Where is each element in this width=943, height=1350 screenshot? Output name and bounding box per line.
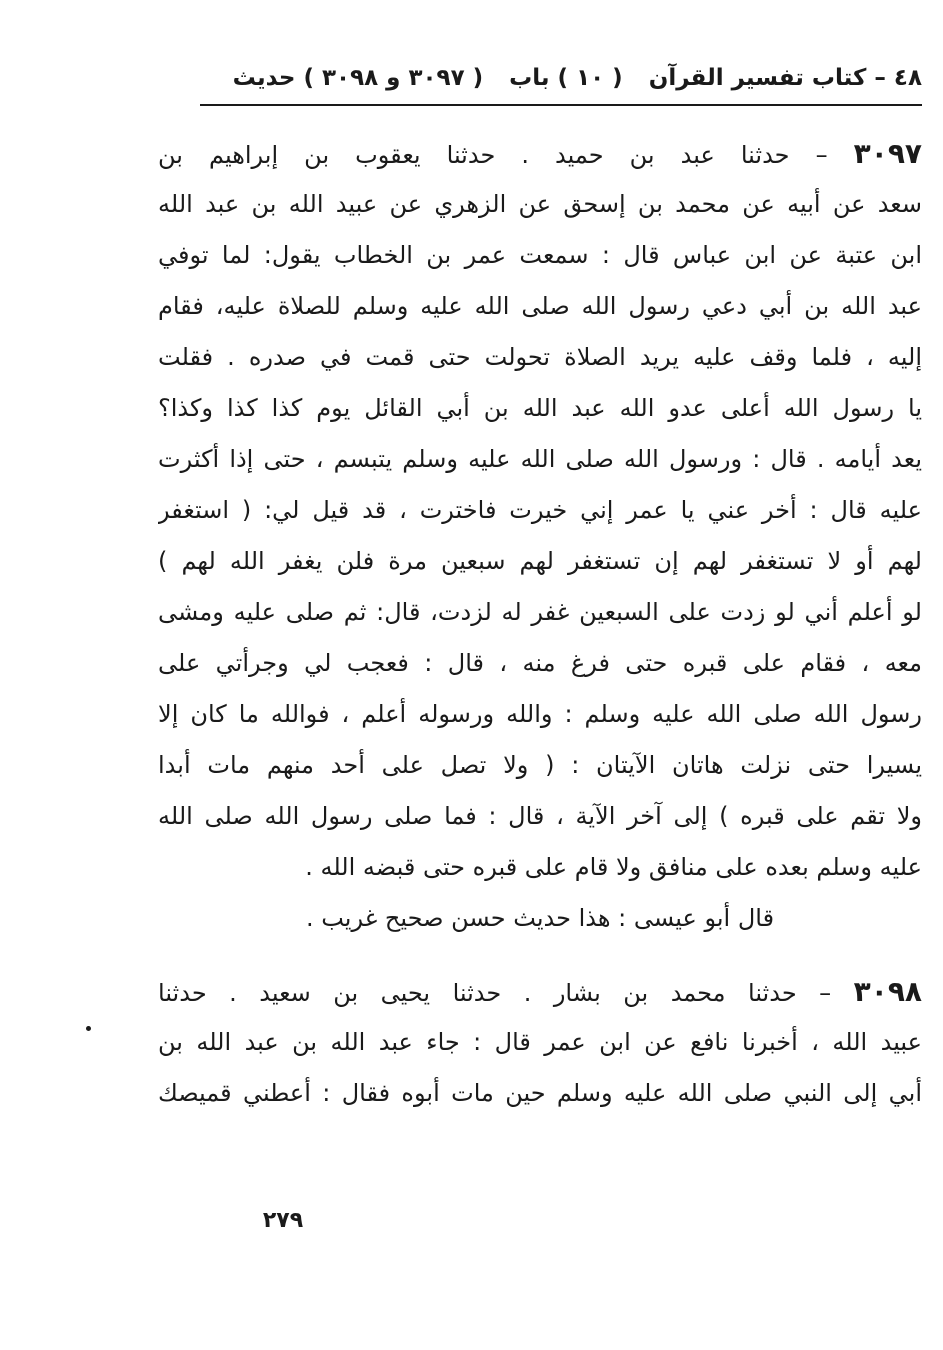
hadith-3097-line-9: لهم أو لا تستغفر لهم إن تستغفر لهم سبعين مرة فلن يغفر الله لهم ) [158, 547, 922, 575]
hadith-3097-line-10: لو أعلم أني لو زدت على السبعين غفر له لزدت، قال: ثم صلى عليه ومشى [158, 598, 922, 626]
hadith-3097-line-4: عبد الله بن أبي دعي رسول الله صلى الله عليه وسلم للصلاة عليه، فقام [158, 292, 922, 320]
hadith-3097-line-8: عليه قال : أخر عني يا عمر إني خيرت فاخترت ، قد قيل لي: ( استغفر [158, 496, 922, 524]
header-rule [200, 104, 922, 106]
hadith-3097-line-12: رسول الله صلى الله عليه وسلم : والله ورسوله أعلم ، فوالله ما كان إلا [158, 700, 922, 728]
hadith-3097-line-2: سعد عن أبيه عن محمد بن إسحق عن الزهري عن عبيد الله بن عبد الله [158, 190, 922, 218]
hadith-number: ٣٠٩٧ [853, 137, 922, 170]
hadith-3098-line-1: ٣٠٩٨ – حدثنا محمد بن بشار . حدثنا يحيى بن سعيد . حدثنا [158, 975, 922, 1008]
hadith-3097-line-13: يسيرا حتى نزلت هاتان الآيتان : ( ولا تصل على أحد منهم مات أبدا [158, 751, 922, 779]
hadith-3098-line-3: أبي إلى النبي صلى الله عليه وسلم حين مات أبوه فقال : أعطني قميصك [158, 1079, 922, 1107]
chapter-title: ٤٨ – كتاب تفسير القرآن [648, 65, 922, 91]
hadith-3097-line-3: ابن عتبة عن ابن عباس قال : سمعت عمر بن الخطاب يقول: لما توفي [158, 241, 922, 269]
bab-label: ( ١٠ ) باب [509, 65, 623, 91]
hadith-number: ٣٠٩٨ [853, 975, 922, 1008]
hadith-3097-line-11: معه ، فقام على قبره حتى فرغ منه ، قال : فعجب لي وجرأتي على [158, 649, 922, 677]
hadith-3097-line-15: عليه وسلم بعده على منافق ولا قام على قبره حتى قبضه الله . [305, 853, 922, 881]
hadith-3097-line-6: يا رسول الله أعلى عدو الله عبد الله بن أبي القائل يوم كذا كذا وكذا؟ [158, 394, 922, 422]
hadith-3097-line-1: ٣٠٩٧ – حدثنا عبد بن حميد . حدثنا يعقوب بن إبراهيم بن [158, 137, 922, 170]
hadith-3098-line-2: عبيد الله ، أخبرنا نافع عن ابن عمر قال : جاء عبد الله بن عبد الله بن [158, 1028, 922, 1056]
ink-speck [86, 1026, 91, 1031]
page-body [158, 128, 922, 1119]
page-number: ٢٧٩ [262, 1208, 304, 1233]
hadith-3097-grading: قال أبو عيسى : هذا حديث حسن صحيح غريب . [305, 904, 775, 932]
running-header [200, 58, 922, 98]
hadith-3097-line-5: إليه ، فلما وقف عليه يريد الصلاة تحولت حتى قمت في صدره . فقلت [158, 343, 922, 371]
hadith-range: ( ٣٠٩٧ و ٣٠٩٨ ) حديث [232, 65, 484, 91]
hadith-3097-line-14: ولا تقم على قبره ) إلى آخر الآية ، قال : فما صلى رسول الله صلى الله [158, 802, 922, 830]
paragraph-gap [158, 944, 922, 966]
hadith-3097-line-7: يعد أيامه . قال : ورسول الله صلى الله عليه وسلم يتبسم ، حتى إذا أكثرت [158, 445, 922, 473]
